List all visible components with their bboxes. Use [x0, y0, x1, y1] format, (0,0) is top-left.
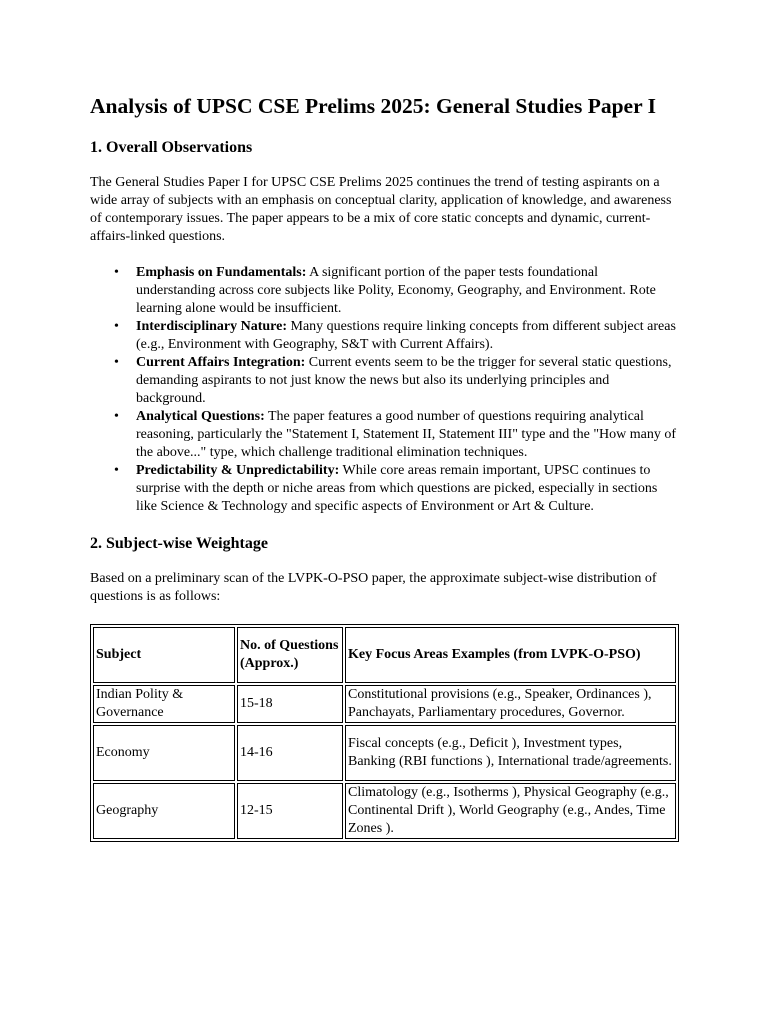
subject-weightage-intro: Based on a preliminary scan of the LVPK-O-PSO paper, the approximate subject-wise distribution of questions is as follows:	[90, 571, 657, 604]
list-item-text: The paper features a good number of questions requiring analytical reasoning, particularly the "Statement I, Statement II, Statement III" type and the "How many of the above..." type, which challenge traditional elimination techniques.	[136, 409, 677, 460]
list-item	[136, 354, 680, 408]
list-item-label: Emphasis on Fundamentals:	[136, 265, 307, 280]
table-row	[93, 725, 676, 781]
list-item	[136, 462, 680, 516]
table-cell-questions: 15-18	[237, 685, 343, 723]
overall-observations-intro: The General Studies Paper I for UPSC CSE Prelims 2025 continues the trend of testing aspirants on a wide array of subjects with an emphasis on conceptual clarity, application of knowledge, and awareness of contemporary issues. The paper appears to be a mix of core static concepts and dynamic, current-affairs-linked questions.	[90, 175, 672, 244]
table-header-row	[93, 627, 676, 683]
list-item-label: Interdisciplinary Nature:	[136, 319, 288, 334]
table-header-cell: Key Focus Areas Examples (from LVPK-O-PSO)	[345, 627, 676, 683]
subject-weightage-table	[90, 624, 679, 842]
list-item-text: Current events seem to be the trigger for several static questions, demanding aspirants to not just know the news but also its underlying principles and background.	[136, 355, 672, 406]
list-item	[136, 318, 680, 354]
page-title: Analysis of UPSC CSE Prelims 2025: General Studies Paper I	[90, 94, 656, 118]
table-cell-focus-areas: Fiscal concepts (e.g., Deficit ), Investment types, Banking (RBI functions ), International trade/agreements.	[345, 725, 676, 781]
table-row	[93, 783, 676, 839]
list-item-label: Current Affairs Integration:	[136, 355, 306, 370]
table-cell-focus-areas: Constitutional provisions (e.g., Speaker, Ordinances ), Panchayats, Parliamentary procedures, Governor.	[345, 685, 676, 723]
table-cell-questions: 14-16	[237, 725, 343, 781]
table-cell-focus-areas: Climatology (e.g., Isotherms ), Physical Geography (e.g., Continental Drift ), World Geography (e.g., Andes, Time Zones ).	[345, 783, 676, 839]
table-cell-questions: 12-15	[237, 783, 343, 839]
section-heading-subject-weightage: 2. Subject-wise Weightage	[90, 535, 268, 552]
table-header-cell: No. of Questions (Approx.)	[237, 627, 343, 683]
observations-list	[90, 264, 680, 516]
table-header-cell: Subject	[93, 627, 235, 683]
list-item-text: A significant portion of the paper tests foundational understanding across core subjects like Polity, Economy, Geography, and Environment. Rote learning alone would be insufficient.	[136, 265, 656, 316]
section-heading-overall-observations: 1. Overall Observations	[90, 139, 253, 156]
table-cell-subject: Geography	[93, 783, 235, 839]
document-page	[90, 92, 680, 842]
table-cell-subject: Indian Polity & Governance	[93, 685, 235, 723]
list-item	[136, 264, 680, 318]
table-row	[93, 685, 676, 723]
list-item	[136, 408, 680, 462]
table-cell-subject: Economy	[93, 725, 235, 781]
list-item-label: Predictability & Unpredictability:	[136, 463, 340, 478]
list-item-text: Many questions require linking concepts from different subject areas (e.g., Environment with Geography, S&T with Current Affairs).	[136, 319, 676, 352]
list-item-label: Analytical Questions:	[136, 409, 265, 424]
list-item-text: While core areas remain important, UPSC continues to surprise with the depth or niche areas from which questions are picked, especially in sections like Science & Technology and specific aspects of Environment or Art & Culture.	[136, 463, 658, 514]
